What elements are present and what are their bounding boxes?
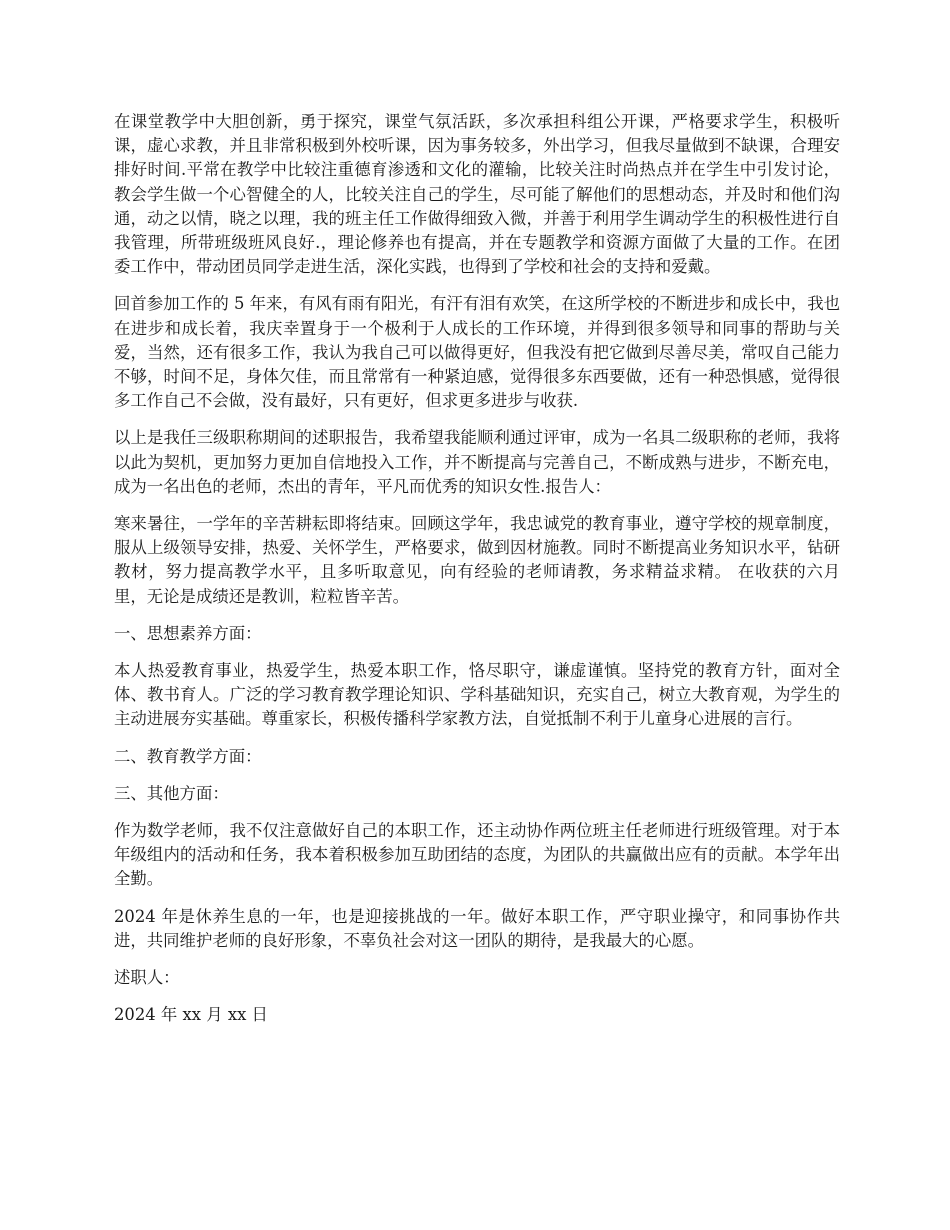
heading-other: 三、其他方面： bbox=[114, 783, 229, 803]
heading-teaching: 二、教育教学方面： bbox=[114, 746, 262, 766]
paragraph-2024-outlook: 2024 年是休养生息的一年，也是迎接挑战的一年。做好本职工作，严守职业操守，和同事协作共进，共同维护老师的良好形象，不辜负社会对这一团队的期待，是我最大的心愿。 bbox=[114, 906, 840, 950]
signature-date: 2024 年 xx 月 xx 日 bbox=[114, 1005, 268, 1025]
paragraph-ideology: 本人热爱教育事业，热爱学生，热爱本职工作，恪尽职守，谦虚谨慎。坚持党的教育方针，面对全体、教书育人。广泛的学习教育教学理论知识、学科基础知识，充实自己，树立大教育观，为学生的主动进展夯实基础。尊重家长，积极传播科学家教方法，自觉抵制不利于儿童身心进展的言行。 bbox=[114, 661, 840, 729]
paragraph-classroom-teaching: 在课堂教学中大胆创新，勇于探究，课堂气氛活跃，多次承担科组公开课，严格要求学生，积极听课，虚心求教，并且非常积极到外校听课，因为事务较多，外出学习，但我尽量做到不缺课，合理安排好时间.平常在教学中比较注重德育渗透和文化的灌输，比较关注时尚热点并在学生中引发讨论，教会学生做一个心智健全的人，比较关注自己的学生，尽可能了解他们的思想动态，并及时和他们沟通，动之以情，晓之以理，我的班主任工作做得细致入微，并善于利用学生调动学生的积极性进行自我管理，所带班级班风良好.，理论修养也有提高，并在专题教学和资源方面做了大量的工作。在团委工作中，带动团员同学走进生活，深化实践，也得到了学校和社会的支持和爱戴。 bbox=[114, 112, 840, 277]
document-body bbox=[114, 110, 840, 1041]
signature-label: 述职人： bbox=[114, 968, 180, 988]
heading-ideology: 一、思想素养方面： bbox=[114, 623, 262, 643]
paragraph-school-year-review: 寒来暑往，一学年的辛苦耕耘即将结束。回顾这学年，我忠诚党的教育事业，遵守学校的规章制度，服从上级领导安排，热爱、关怀学生，严格要求，做到因材施教。同时不断提高业务知识水平，钻研教材，努力提高教学水平，且多听取意见，向有经验的老师请教，务求精益求精。 在收获的六月里，无论是成绩还是教训，粒粒皆辛苦。 bbox=[114, 514, 840, 606]
paragraph-other: 作为数学老师，我不仅注意做好自己的本职工作，还主动协作两位班主任老师进行班级管理。对于本年级组内的活动和任务，我本着积极参加互助团结的态度，为团队的共赢做出应有的贡献。本学年出全勤。 bbox=[114, 821, 840, 889]
paragraph-five-years-review: 回首参加工作的 5 年来，有风有雨有阳光，有汗有泪有欢笑，在这所学校的不断进步和成长中，我也在进步和成长着，我庆幸置身于一个极利于人成长的工作环境，并得到很多领导和同事的帮助与关爱，当然，还有很多工作，我认为我自己可以做得更好，但我没有把它做到尽善尽美，常叹自己能力不够，时间不足，身体欠佳，而且常常有一种紧迫感，觉得很多东西要做，还有一种恐惧感，觉得很多工作自己不会做，没有最好，只有更好，但求更多进步与收获. bbox=[114, 294, 840, 411]
paragraph-report-summary: 以上是我任三级职称期间的述职报告，我希望我能顺利通过评审，成为一名具二级职称的老师，我将以此为契机，更加努力更加自信地投入工作，并不断提高与完善自己，不断成熟与进步，不断充电，成为一名出色的老师，杰出的青年，平凡而优秀的知识女性.报告人： bbox=[114, 428, 840, 496]
